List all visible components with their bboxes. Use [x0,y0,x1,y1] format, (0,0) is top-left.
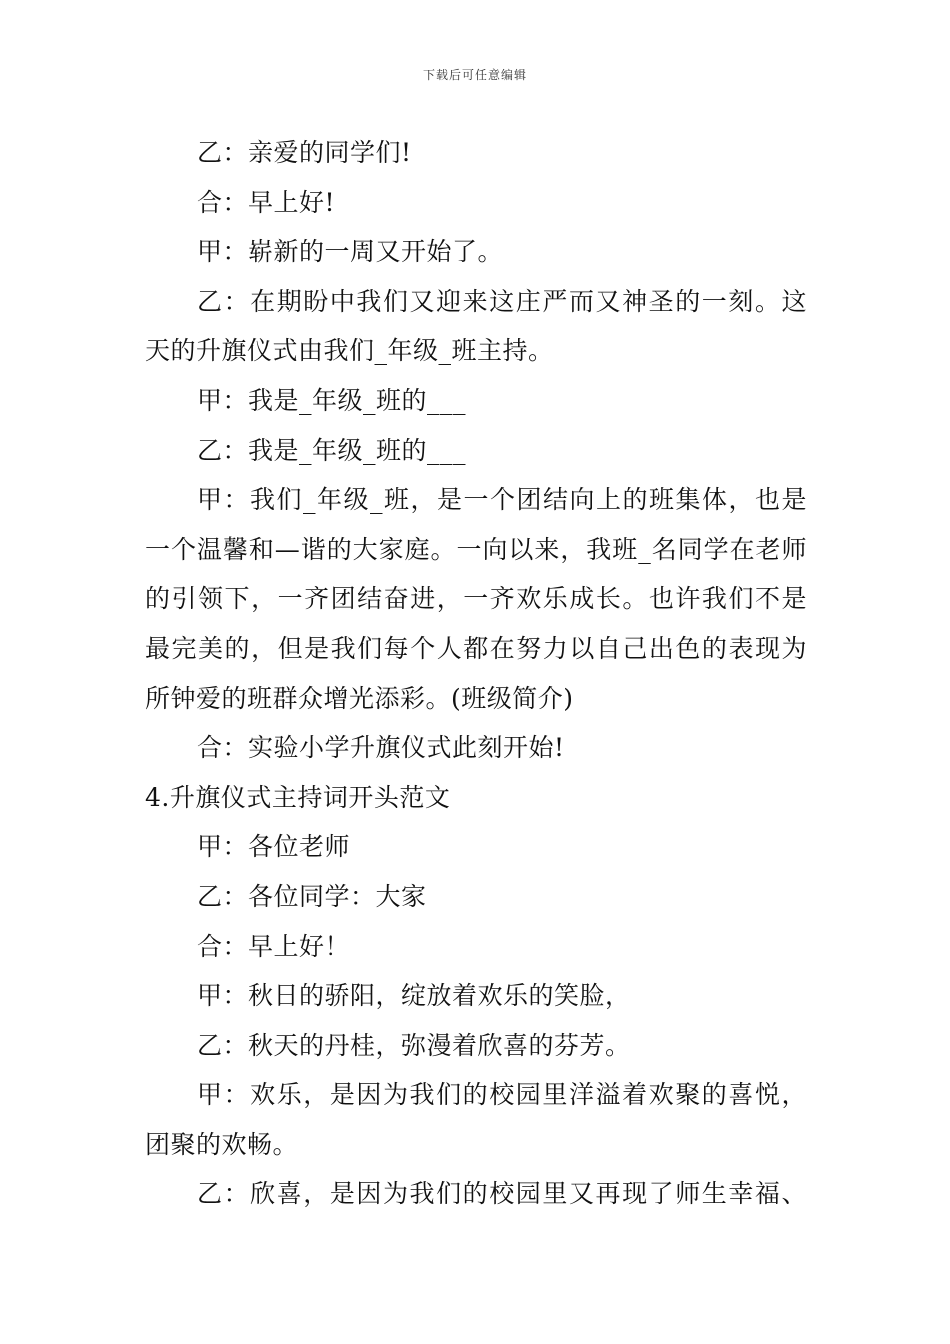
paragraph-line: 的引领下，一齐团结奋进，一齐欢乐成长。也许我们不是 [145,584,807,614]
paragraph-line: 乙：亲爱的同学们! [197,138,412,167]
paragraph-line: 所钟爱的班群众增光添彩。(班级简介) [145,683,574,713]
paragraph-line: 乙：在期盼中我们又迎来这庄严而又神圣的一刻。这 [197,286,807,316]
paragraph-line: 乙：各位同学：大家 [197,881,427,911]
paragraph-line: 合：早上好！ [197,931,351,961]
paragraph-line: 甲：欢乐，是因为我们的校园里洋溢着欢聚的喜悦， [197,1080,807,1110]
paragraph-line: 乙：秋天的丹桂，弥漫着欣喜的芬芳。 [197,1030,631,1060]
paragraph-line: 甲：我是_年级_班的___ [197,385,467,415]
document-body [145,128,807,1219]
paragraph-line: 合：早上好! [197,187,336,217]
paragraph-line: 天的升旗仪式由我们_年级_班主持。 [145,336,554,366]
paragraph-line: 团聚的欢畅。 [145,1129,299,1159]
section-heading: 4.升旗仪式主持词开头范文 [145,782,451,812]
paragraph-line: 最完美的，但是我们每个人都在努力以自己出色的表现为 [145,633,807,663]
paragraph-line: 甲：崭新的一周又开始了。 [197,237,504,267]
paragraph-line: 甲：秋日的骄阳，绽放着欢乐的笑脸， [197,981,631,1011]
page-header: 下载后可任意编辑 [422,68,527,82]
paragraph-line: 乙：欣喜，是因为我们的校园里又再现了师生幸福、 [197,1179,807,1209]
paragraph-line: 一个温馨和—谐的大家庭。一向以来，我班_名同学在老师 [145,534,807,564]
paragraph-line: 甲：我们_年级_班，是一个团结向上的班集体，也是 [197,485,807,515]
paragraph-line: 合：实验小学升旗仪式此刻开始! [197,733,565,763]
paragraph-line: 乙：我是_年级_班的___ [197,435,467,465]
paragraph-line: 甲：各位老师 [197,832,351,862]
